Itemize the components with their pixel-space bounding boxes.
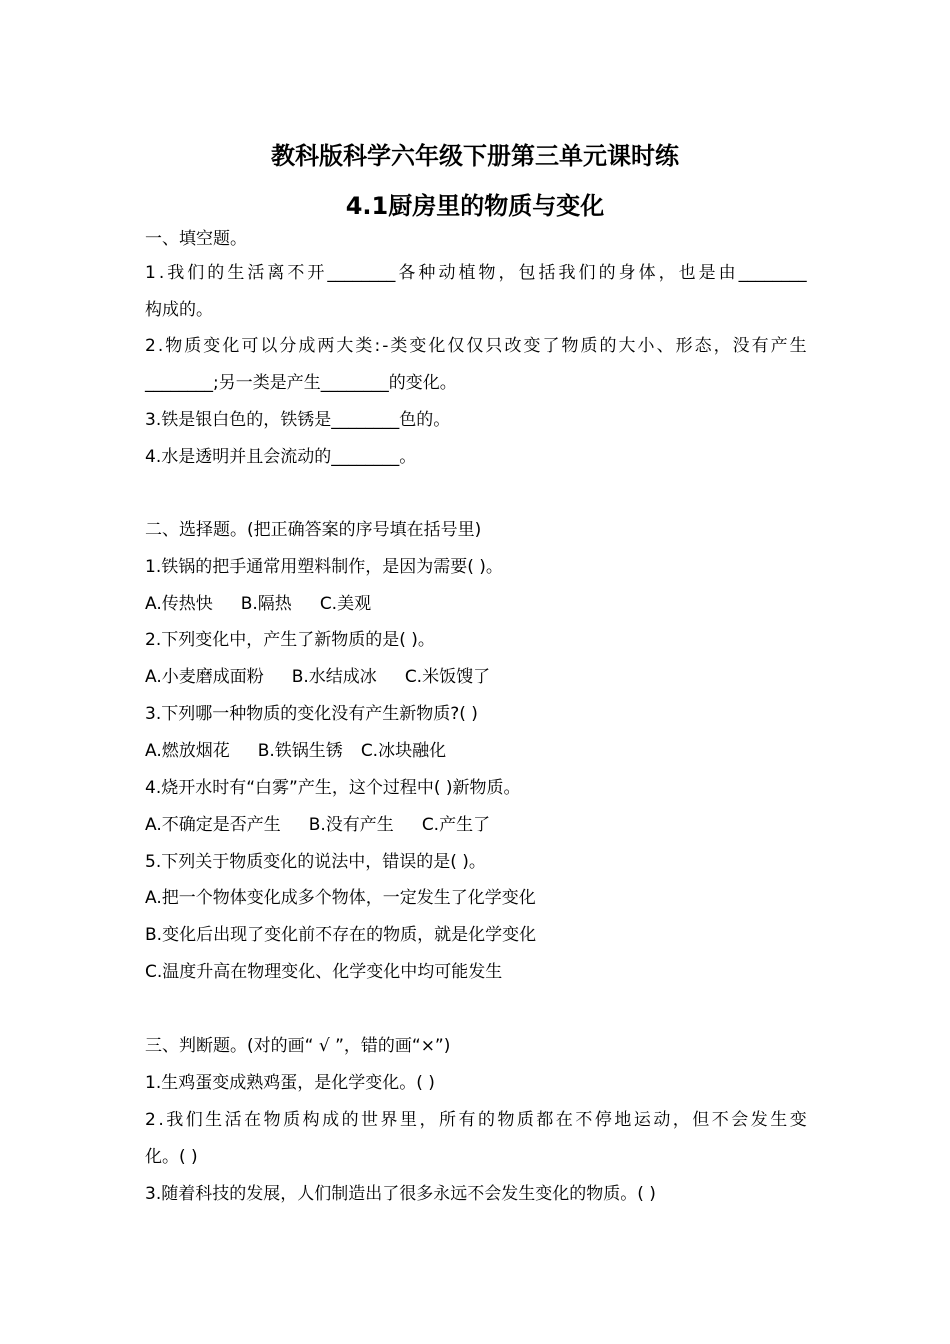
text-segment: 由 bbox=[718, 263, 736, 283]
text-segment: 有 bbox=[751, 336, 769, 356]
text-segment: 变 bbox=[789, 1110, 807, 1130]
text-segment: 化 bbox=[428, 336, 446, 356]
choice-q2: 2.下列变化中，产生了新物质的是( )。 bbox=[145, 630, 435, 650]
choice-q4-options bbox=[145, 813, 490, 837]
text-segment: 质 bbox=[580, 336, 598, 356]
choice-q4: 4.烧开水时有“白雾”产生，这个过程中( )新物质。 bbox=[145, 778, 521, 798]
text-segment: 植 bbox=[458, 263, 476, 283]
choice-q1-options bbox=[145, 592, 371, 616]
text-segment: 分 bbox=[279, 336, 297, 356]
text-segment: 成 bbox=[322, 1110, 340, 1130]
text-segment: 身 bbox=[618, 263, 636, 283]
lesson-subtitle: 4.1厨房里的物质与变化 bbox=[345, 192, 605, 220]
text-segment: 们 bbox=[187, 263, 205, 283]
choice-q5: 5.下列关于物质变化的说法中，错误的是( )。 bbox=[145, 852, 486, 872]
text-segment: 物 bbox=[561, 336, 579, 356]
fill-blank-q3: 3.铁是银白色的，铁锈是________色的。 bbox=[145, 410, 451, 430]
text-segment: 了 bbox=[542, 336, 560, 356]
true-false-q2-line1 bbox=[145, 1108, 807, 1132]
text-segment: 构 bbox=[302, 1110, 320, 1130]
text-segment: ， bbox=[672, 1110, 690, 1130]
text-segment: - bbox=[382, 336, 389, 356]
text-segment: 活 bbox=[247, 263, 265, 283]
text-segment: 活 bbox=[224, 1110, 242, 1130]
text-segment: 物 bbox=[263, 1110, 281, 1130]
text-segment: 不 bbox=[711, 1110, 729, 1130]
text-segment: ， bbox=[658, 263, 676, 283]
page-title: 教科版科学六年级下册第三单元课时练 bbox=[271, 142, 679, 170]
fill-blank-q4: 4.水是透明并且会流动的________。 bbox=[145, 447, 417, 467]
text-segment: 小 bbox=[637, 336, 655, 356]
text-segment: 会 bbox=[731, 1110, 749, 1130]
text-segment: 仅 bbox=[447, 336, 465, 356]
text-segment: 所 bbox=[438, 1110, 456, 1130]
text-segment: 仅 bbox=[466, 336, 484, 356]
text-segment: 生 bbox=[205, 1110, 223, 1130]
text-segment: 也 bbox=[678, 263, 696, 283]
text-segment: 界 bbox=[380, 1110, 398, 1130]
option-b: B.铁锅生锈 bbox=[257, 741, 343, 761]
text-segment: 没 bbox=[732, 336, 750, 356]
text-segment: 种 bbox=[418, 263, 436, 283]
text-segment: 质 bbox=[184, 336, 202, 356]
option-a: A.不确定是否产生 bbox=[145, 815, 281, 835]
text-segment: 产 bbox=[770, 336, 788, 356]
text-segment: 两 bbox=[317, 336, 335, 356]
text-segment: 只 bbox=[485, 336, 503, 356]
section-heading-multiple-choice: 二、选择题。(把正确答案的序号填在括号里) bbox=[145, 520, 482, 540]
choice-q5-option-b: B.变化后出现了变化前不存在的物质，就是化学变化 bbox=[145, 925, 537, 945]
true-false-q1: 1.生鸡蛋变成熟鸡蛋，是化学变化。( ) bbox=[145, 1073, 435, 1093]
choice-q5-option-c: C.温度升高在物理变化、化学变化中均可能发生 bbox=[145, 962, 503, 982]
text-segment: 可 bbox=[241, 336, 259, 356]
section-heading-true-false: 三、判断题。(对的画“ √ ”，错的画“×”) bbox=[145, 1036, 451, 1056]
text-segment: 运 bbox=[633, 1110, 651, 1130]
text-segment: ， bbox=[713, 336, 731, 356]
text-segment: 我 bbox=[167, 263, 185, 283]
text-segment: 不 bbox=[287, 263, 305, 283]
text-segment: 们 bbox=[578, 263, 596, 283]
text-segment: 里 bbox=[400, 1110, 418, 1130]
text-segment: 在 bbox=[555, 1110, 573, 1130]
text-segment: 变 bbox=[203, 336, 221, 356]
text-segment: 离 bbox=[267, 263, 285, 283]
option-b: B.没有产生 bbox=[308, 815, 394, 835]
choice-q2-options bbox=[145, 665, 490, 689]
text-segment: 质 bbox=[516, 1110, 534, 1130]
text-segment: ， bbox=[419, 1110, 437, 1130]
text-segment: 生 bbox=[227, 263, 245, 283]
text-segment: 停 bbox=[594, 1110, 612, 1130]
fill-blank-q1-line1 bbox=[145, 261, 807, 285]
text-segment: 们 bbox=[185, 1110, 203, 1130]
text-segment: 各 bbox=[398, 263, 416, 283]
text-segment: 形 bbox=[675, 336, 693, 356]
text-segment: 2 bbox=[145, 336, 156, 356]
text-segment: 体 bbox=[638, 263, 656, 283]
text-segment: . bbox=[158, 263, 165, 283]
text-segment: 我 bbox=[558, 263, 576, 283]
text-segment: 的 bbox=[598, 263, 616, 283]
option-a: A.传热快 bbox=[145, 594, 213, 614]
text-segment: 大 bbox=[618, 336, 636, 356]
option-a: A.小麦磨成面粉 bbox=[145, 667, 264, 687]
text-segment: ________ bbox=[738, 263, 807, 283]
option-c: C.产生了 bbox=[421, 815, 491, 835]
text-segment: 是 bbox=[698, 263, 716, 283]
text-segment: 有 bbox=[458, 1110, 476, 1130]
fill-blank-q2-line1 bbox=[145, 334, 807, 358]
fill-blank-q1-line2: 构成的。 bbox=[145, 300, 213, 320]
text-segment: . bbox=[158, 1110, 164, 1130]
true-false-q2-line2: 化。( ) bbox=[145, 1147, 198, 1167]
text-segment: ， bbox=[498, 263, 516, 283]
text-segment: 、 bbox=[656, 336, 674, 356]
text-segment: 类 bbox=[355, 336, 373, 356]
text-segment: 的 bbox=[599, 336, 617, 356]
text-segment: 的 bbox=[207, 263, 225, 283]
text-segment: 在 bbox=[244, 1110, 262, 1130]
choice-q1: 1.铁锅的把手通常用塑料制作，是因为需要( )。 bbox=[145, 557, 503, 577]
text-segment: 1 bbox=[145, 263, 156, 283]
text-segment: 开 bbox=[307, 263, 325, 283]
choice-q3-options bbox=[145, 739, 446, 763]
text-segment: 以 bbox=[260, 336, 278, 356]
text-segment: 发 bbox=[750, 1110, 768, 1130]
text-segment: 2 bbox=[145, 1110, 156, 1130]
text-segment: 大 bbox=[336, 336, 354, 356]
option-c: C.米饭馊了 bbox=[404, 667, 491, 687]
true-false-q3: 3.随着科技的发展，人们制造出了很多永远不会发生变化的物质。( ) bbox=[145, 1184, 656, 1204]
option-c: C.美观 bbox=[319, 594, 372, 614]
text-segment: 态 bbox=[694, 336, 712, 356]
text-segment: 但 bbox=[692, 1110, 710, 1130]
text-segment: . bbox=[157, 336, 164, 356]
choice-q5-option-a: A.把一个物体变化成多个物体，一定发生了化学变化 bbox=[145, 888, 536, 908]
text-segment: 类 bbox=[390, 336, 408, 356]
text-segment: 生 bbox=[789, 336, 807, 356]
text-segment: ________ bbox=[327, 263, 396, 283]
text-segment: 生 bbox=[770, 1110, 788, 1130]
text-segment: 物 bbox=[497, 1110, 515, 1130]
section-heading-fill-blank: 一、填空题。 bbox=[145, 229, 247, 249]
option-b: B.隔热 bbox=[240, 594, 292, 614]
text-segment: 都 bbox=[536, 1110, 554, 1130]
text-segment: 改 bbox=[504, 336, 522, 356]
option-b: B.水结成冰 bbox=[291, 667, 377, 687]
option-c: C.冰块融化 bbox=[360, 741, 447, 761]
choice-q3: 3.下列哪一种物质的变化没有产生新物质?( ) bbox=[145, 704, 478, 724]
text-segment: 质 bbox=[283, 1110, 301, 1130]
text-segment: 的 bbox=[341, 1110, 359, 1130]
text-segment: 变 bbox=[409, 336, 427, 356]
text-segment: 地 bbox=[614, 1110, 632, 1130]
text-segment: 动 bbox=[653, 1110, 671, 1130]
text-segment: 不 bbox=[575, 1110, 593, 1130]
text-segment: 物 bbox=[165, 336, 183, 356]
text-segment: 成 bbox=[298, 336, 316, 356]
text-segment: 动 bbox=[438, 263, 456, 283]
text-segment: 括 bbox=[538, 263, 556, 283]
text-segment: 包 bbox=[518, 263, 536, 283]
option-a: A.燃放烟花 bbox=[145, 741, 230, 761]
text-segment: 的 bbox=[477, 1110, 495, 1130]
text-segment: : bbox=[374, 336, 381, 356]
text-segment: 物 bbox=[478, 263, 496, 283]
fill-blank-q2-line2: ________;另一类是产生________的变化。 bbox=[145, 373, 457, 393]
text-segment: 世 bbox=[361, 1110, 379, 1130]
text-segment: 变 bbox=[523, 336, 541, 356]
text-segment: 化 bbox=[222, 336, 240, 356]
text-segment: 我 bbox=[166, 1110, 184, 1130]
